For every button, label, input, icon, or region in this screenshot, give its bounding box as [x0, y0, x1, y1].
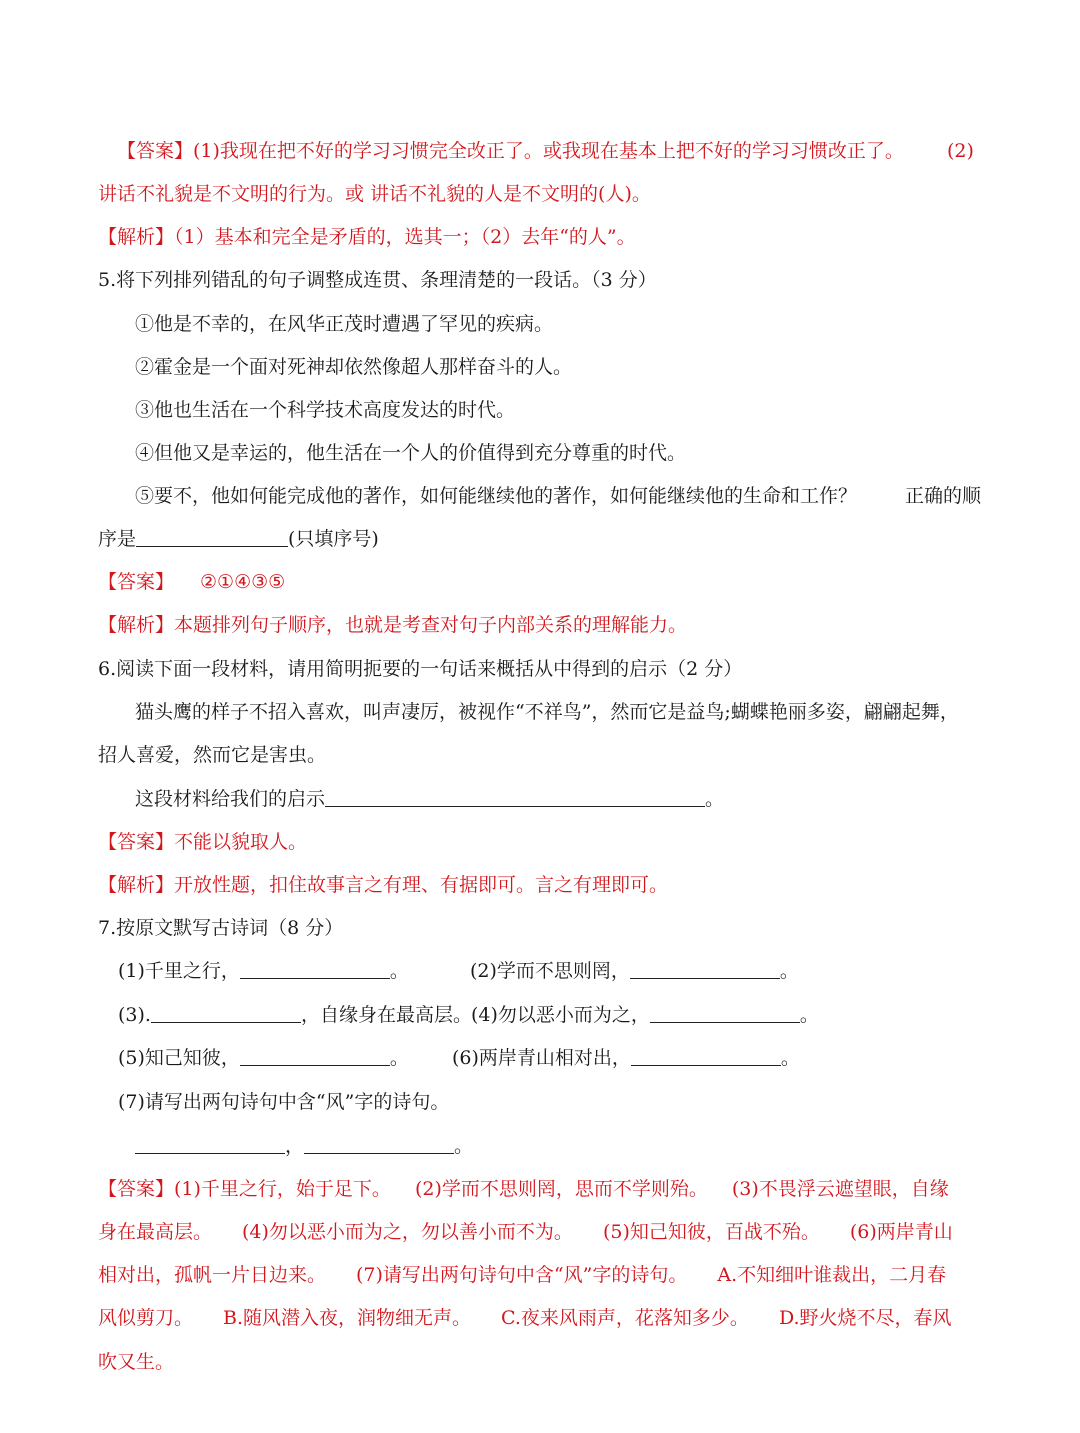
q5-prompt-start: 序是 [98, 528, 137, 550]
analysis-label: 【解析】 [98, 226, 175, 248]
q6-analysis [98, 872, 668, 898]
analysis-text: （1）基本和完全是矛盾的，选其一；（2）去年“的人”。 [174, 226, 636, 248]
q7-part-3-start: (3). [118, 1004, 151, 1026]
q7-blank-5[interactable] [240, 1047, 390, 1066]
q5-item-4: ④但他又是幸运的，他生活在一个人的价值得到充分尊重的时代。 [135, 442, 687, 464]
q7-answer-3-end: 身在最高层。 [98, 1221, 213, 1243]
q7-part-2-end: 。 [779, 960, 799, 982]
q5-stem: 5.将下列排列错乱的句子调整成连贯、条理清楚的一段话。（3 分） [98, 269, 657, 291]
q7-part-2 [470, 958, 799, 984]
q7-blank-1[interactable] [240, 960, 390, 979]
q7-blank-7a[interactable] [135, 1135, 285, 1154]
q7-answer-2: (2)学而不思则罔，思而不学则殆。 [414, 1178, 708, 1200]
q7-part-5-end: 。 [389, 1047, 409, 1069]
q7-answer-7: (7)请写出两句诗句中含“风”字的诗句。 [356, 1264, 688, 1286]
q7-stem: 7.按原文默写古诗词（8 分） [98, 917, 344, 939]
answer-label: 【答案】 [98, 1178, 175, 1200]
q7-part-5 [118, 1045, 409, 1071]
q7-part-3-end: ，自缘身在最高层。 [300, 1004, 472, 1026]
q6-answer-blank[interactable] [325, 788, 705, 807]
answer-label: 【答案】 [98, 571, 175, 593]
answer-text: ②①④③⑤ [200, 571, 286, 593]
q7-part-7: (7)请写出两句诗句中含“风”字的诗句。 [118, 1091, 450, 1113]
prev-answer-line-1-tail: (2) [947, 140, 974, 162]
answer-text: (1)我现在把不好的学习习惯完全改正了。或我现在基本上把不好的学习习惯改正了。 [193, 140, 904, 162]
q6-prompt-end: 。 [705, 788, 725, 810]
q7-blank-6[interactable] [631, 1047, 781, 1066]
q5-item-2: ②霍金是一个面对死神却依然像超人那样奋斗的人。 [135, 356, 573, 378]
q7-blank-3[interactable] [151, 1004, 301, 1023]
q7-answer-line-3 [98, 1262, 946, 1288]
q7-answer-1: (1)千里之行，始于足下。 [174, 1178, 391, 1200]
q5-answer [98, 569, 285, 595]
answer-text: 不能以貌取人。 [174, 831, 308, 853]
answer-label: 【答案】 [117, 140, 194, 162]
q7-answer-7a-start: A.不知细叶谁裁出，二月春 [717, 1264, 947, 1286]
q5-item-3: ③他也生活在一个科学技术高度发达的时代。 [135, 399, 516, 421]
q7-answer-7a-end: 风似剪刀。 [98, 1307, 194, 1329]
prev-answer-line-2: 讲话不礼貌是不文明的行为。或 讲话不礼貌的人是不文明的(人)。 [98, 183, 651, 205]
q7-part-4 [471, 1002, 819, 1028]
q7-part-4-text: (4)勿以恶小而为之， [471, 1004, 650, 1026]
q5-prompt-tail: 正确的顺 [905, 485, 982, 507]
q7-answer-line-4 [98, 1305, 952, 1331]
prev-analysis [98, 224, 636, 250]
analysis-label: 【解析】 [98, 874, 175, 896]
q7-part-5-text: (5)知己知彼， [118, 1047, 240, 1069]
q7-answer-line-5: 吹又生。 [98, 1351, 175, 1373]
q7-answer-line-1 [98, 1176, 949, 1202]
q7-part-6 [452, 1045, 800, 1071]
answer-label: 【答案】 [98, 831, 175, 853]
q7-answer-3-start: (3)不畏浮云遮望眼，自缘 [731, 1178, 949, 1200]
q7-part-7-blanks [135, 1133, 473, 1159]
q6-material-line-1: 猫头鹰的样子不招入喜欢，叫声凄厉，被视作“不祥鸟”，然而它是益鸟;蝴蝶艳丽多姿，翩翩起舞， [135, 701, 959, 723]
q7-part-1-end: 。 [389, 960, 409, 982]
q7-blank-2[interactable] [630, 960, 780, 979]
q6-answer [98, 829, 307, 855]
q7-answer-6-end: 相对出，孤帆一片日边来。 [98, 1264, 327, 1286]
q7-answer-7b: B.随风潜入夜，润物细无声。 [223, 1307, 472, 1329]
q7-part-6-end: 。 [780, 1047, 800, 1069]
q7-answer-line-2 [98, 1219, 953, 1245]
q7-part-6-text: (6)两岸青山相对出， [452, 1047, 631, 1069]
analysis-text: 本题排列句子顺序，也就是考查对句子内部关系的理解能力。 [174, 614, 688, 636]
q7-answer-5: (5)知己知彼，百战不殆。 [602, 1221, 820, 1243]
q7-part-1 [118, 958, 409, 984]
q7-part-3 [118, 1002, 472, 1028]
q5-prompt-end: (只填序号) [288, 528, 379, 550]
q5-answer-blank[interactable] [136, 528, 288, 547]
q5-item-5: ⑤要不，他如何能完成他的著作，如何能继续他的著作，如何能继续他的生命和工作？ [135, 485, 858, 507]
q6-prompt [135, 786, 724, 812]
q5-item-1: ①他是不幸的，在风华正茂时遭遇了罕见的疾病。 [135, 313, 554, 335]
analysis-text: 开放性题，扣住故事言之有理、有据即可。言之有理即可。 [174, 874, 669, 896]
q6-prompt-text: 这段材料给我们的启示 [135, 788, 326, 810]
q7-blank-7b[interactable] [304, 1135, 454, 1154]
q7-blank-4[interactable] [650, 1004, 800, 1023]
q7-answer-7d-start: D.野火烧不尽，春风 [778, 1307, 952, 1329]
prev-answer-line-1 [117, 138, 904, 164]
q7-part-4-end: 。 [799, 1004, 819, 1026]
q6-stem: 6.阅读下面一段材料，请用简明扼要的一句话来概括从中得到的启示（2 分） [98, 658, 743, 680]
q7-answer-4: (4)勿以恶小而为之，勿以善小而不为。 [242, 1221, 573, 1243]
q7-part-1-text: (1)千里之行， [118, 960, 240, 982]
q7-part-7-end: 。 [454, 1135, 474, 1157]
q7-part-7-comma: ， [285, 1135, 305, 1157]
q6-material-line-2: 招人喜爱，然而它是害虫。 [98, 744, 327, 766]
q5-analysis [98, 612, 687, 638]
analysis-label: 【解析】 [98, 614, 175, 636]
q7-part-2-text: (2)学而不思则罔， [470, 960, 630, 982]
q5-prompt [98, 526, 379, 552]
q7-answer-7c: C.夜来风雨声，花落知多少。 [501, 1307, 749, 1329]
q7-answer-6-start: (6)两岸青山 [849, 1221, 953, 1243]
